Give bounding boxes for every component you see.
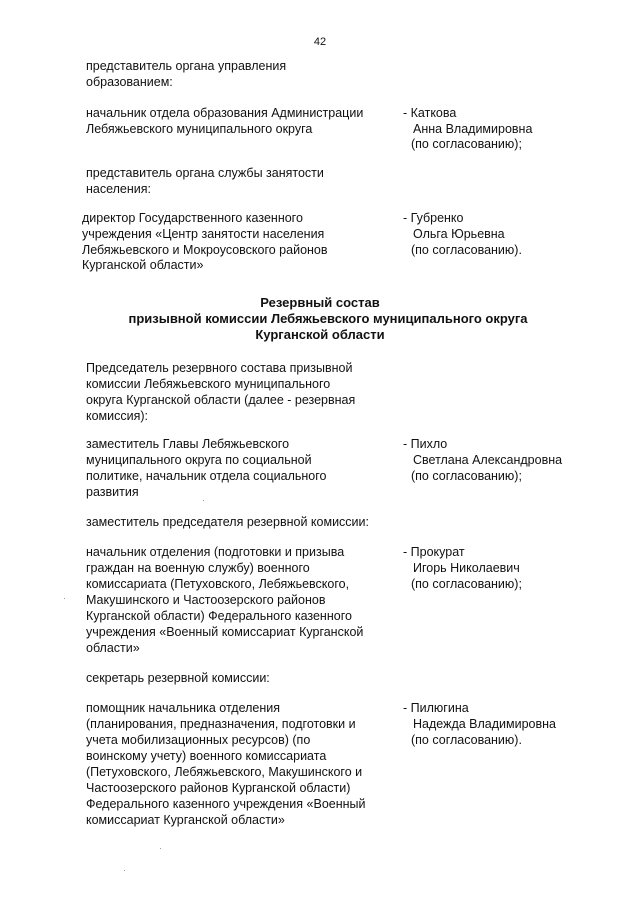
text-line: граждан на военную службу) военного bbox=[86, 561, 310, 575]
agreement-note: (по согласованию); bbox=[411, 577, 522, 591]
text-line: директор Государственного казенного bbox=[82, 211, 303, 225]
text-line: муниципального округа по социальной bbox=[86, 453, 312, 467]
text-line: учета мобилизационных ресурсов) (по bbox=[86, 733, 311, 747]
text-line: представитель органа службы занятости bbox=[86, 166, 324, 180]
agreement-note: (по согласованию). bbox=[411, 733, 522, 747]
text-line: начальник отдела образования Администрации bbox=[86, 106, 364, 120]
agreement-note: (по согласованию); bbox=[411, 469, 522, 483]
text-line: Курганской области) Федерального казенного bbox=[86, 609, 352, 623]
person-name: Надежда Владимировна bbox=[413, 717, 556, 731]
text-line: комиссии Лебяжьевского муниципального bbox=[86, 377, 331, 391]
text-line: политике, начальник отдела социального bbox=[86, 469, 327, 483]
text-line: Лебяжьевского муниципального округа bbox=[86, 122, 313, 136]
heading-line: призывной комиссии Лебяжьевского муниципального округа bbox=[128, 311, 528, 326]
text-line: комиссариата (Петуховского, Лебяжьевского, bbox=[86, 577, 350, 591]
person-name: Ольга Юрьевна bbox=[413, 227, 505, 241]
agreement-note: (по согласованию); bbox=[411, 137, 522, 151]
text-line: помощник начальника отделения bbox=[86, 701, 281, 715]
text-line: учреждения «Центр занятости населения bbox=[82, 227, 325, 241]
text-line: округа Курганской области (далее - резервная bbox=[86, 393, 356, 407]
person-name: - Губренко bbox=[403, 211, 464, 225]
text-line: населения: bbox=[86, 182, 152, 196]
text-line: Федерального казенного учреждения «Военный bbox=[86, 797, 366, 811]
scan-speck bbox=[203, 500, 204, 501]
text-line: учреждения «Военный комиссариат Курганской bbox=[86, 625, 364, 639]
person-name: - Каткова bbox=[403, 106, 457, 120]
text-line: области» bbox=[86, 641, 140, 655]
text-line: (планирования, предназначения, подготовки и bbox=[86, 717, 356, 731]
text-line: Макушинского и Частоозерского районов bbox=[86, 593, 326, 607]
person-name: - Пихло bbox=[403, 437, 448, 451]
text-line: Частоозерского районов Курганской области) bbox=[86, 781, 351, 795]
text-line: образованием: bbox=[86, 75, 173, 89]
text-line: секретарь резервной комиссии: bbox=[86, 671, 270, 685]
text-line: (Петуховского, Лебяжьевского, Макушинского и bbox=[86, 765, 363, 779]
person-name: Светлана Александровна bbox=[413, 453, 563, 467]
text-line: развития bbox=[86, 485, 139, 499]
page-number: 42 bbox=[313, 36, 327, 48]
scan-speck bbox=[64, 598, 65, 599]
text-line: начальник отделения (подготовки и призыва bbox=[86, 545, 345, 559]
text-line: комиссия): bbox=[86, 409, 149, 423]
person-name: Анна Владимировна bbox=[413, 122, 533, 136]
text-line: Курганской области» bbox=[82, 258, 204, 272]
heading-line: Резервный состав bbox=[260, 295, 380, 310]
text-line: воинскому учету) военного комиссариата bbox=[86, 749, 327, 763]
text-line: Председатель резервного состава призывной bbox=[86, 361, 353, 375]
scan-speck bbox=[124, 870, 125, 871]
text-line: Лебяжьевского и Мокроусовского районов bbox=[82, 243, 328, 257]
agreement-note: (по согласованию). bbox=[411, 243, 522, 257]
text-line: заместитель председателя резервной комиссии: bbox=[86, 515, 369, 529]
text-line: комиссариат Курганской области» bbox=[86, 813, 285, 827]
person-name: - Прокурат bbox=[403, 545, 465, 559]
person-name: Игорь Николаевич bbox=[413, 561, 520, 575]
heading-line: Курганской области bbox=[255, 327, 385, 342]
person-name: - Пилюгина bbox=[403, 701, 469, 715]
text-line: представитель органа управления bbox=[86, 59, 287, 73]
scan-speck bbox=[160, 848, 161, 849]
text-line: заместитель Главы Лебяжьевского bbox=[86, 437, 290, 451]
